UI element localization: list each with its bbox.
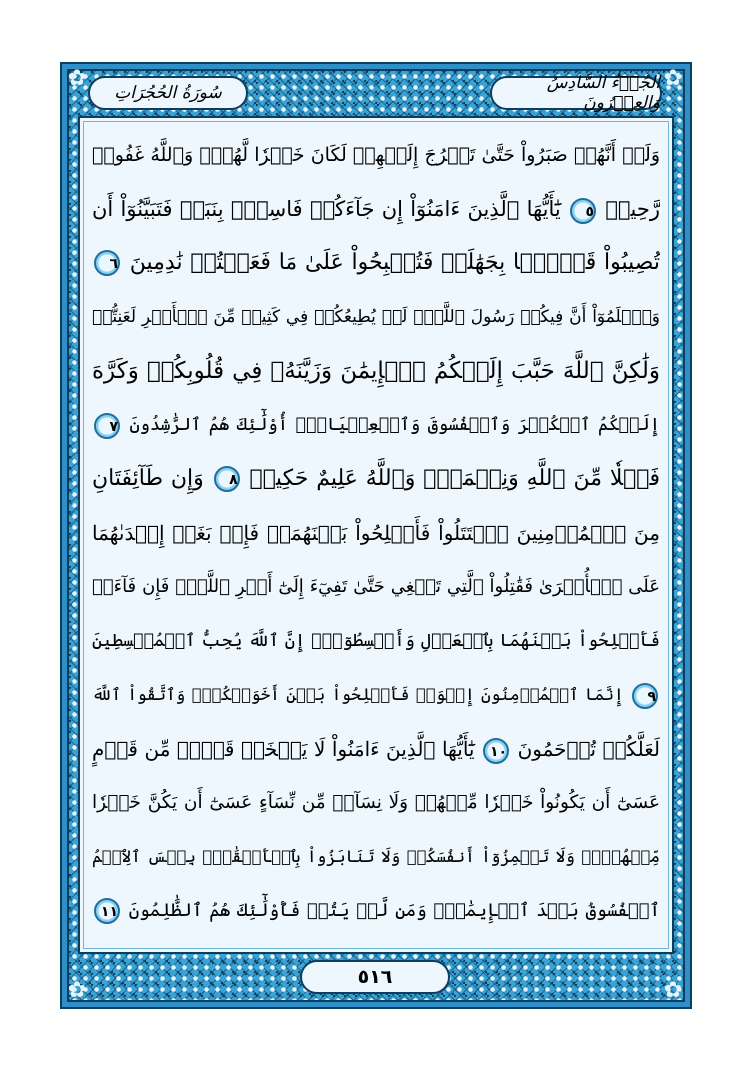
quran-text-body — [92, 128, 660, 938]
verse-text: وَلَٰكِنَّ ٱللَّهَ حَبَّبَ إِلَيۡكُمُ ٱلۡإِيمَٰنَ وَزَيَّنَهُۥ فِي قُلُوبِكُمۡ وَكَرَّهَ — [92, 358, 660, 384]
verse-text: وَإِن طَآئِفَتَانِ — [92, 466, 204, 491]
verse-line — [92, 776, 660, 830]
ayah-number-marker: ٥ — [570, 198, 596, 224]
verse-text: وَلَوۡ أَنَّهُمۡ صَبَرُواْ حَتَّىٰ تَخۡرُجَ إِلَيۡهِمۡ لَكَانَ خَيۡرٗا لَّهُمۡۚ وَٱللَّهُ غَفُورٞ — [92, 144, 660, 166]
ayah-number-marker: ١١ — [94, 898, 120, 924]
verse-text: لَعَلَّكُمۡ تُرۡحَمُونَ — [517, 737, 660, 761]
verse-text: تُصِيبُواْ قَوۡمَۢا بِجَهَٰلَةٖ فَتُصۡبِحُواْ عَلَىٰ مَا فَعَلۡتُمۡ نَٰدِمِينَ — [129, 250, 660, 275]
verse-line — [92, 614, 660, 668]
corner-ornament-icon: ✿ — [67, 66, 87, 91]
verse-line — [92, 452, 660, 506]
ayah-number-marker: ٩ — [632, 683, 658, 709]
verse-line — [92, 236, 660, 290]
verse-text: فَأَصۡلِحُواْ بَيۡنَهُمَا بِٱلۡعَدۡلِ وَأَقۡسِطُوٓاْۖ إِنَّ ٱللَّهَ يُحِبُّ ٱلۡمُقۡسِطِينَ — [92, 631, 660, 651]
verse-text: يَٰٓأَيُّهَا ٱلَّذِينَ ءَامَنُواْ لَا يَسۡخَرۡ قَوۡمٞ مِّن قَوۡمٍ — [92, 737, 475, 761]
surah-name: سُورَةُ الحُجُرَاتِ — [114, 83, 222, 103]
juz-name: الجُزۡءُ السَّادِسُ وَالعِشۡرُونَ — [546, 73, 660, 113]
verse-text: مِّنۡهُنَّۖ وَلَا تَلۡمِزُوٓاْ أَنفُسَكُمۡ وَلَا تَنَابَزُواْ بِٱلۡأَلۡقَٰبِۖ بِئۡسَ ٱلِٱسۡمُ — [92, 847, 660, 866]
verse-text: مِنَ ٱلۡمُؤۡمِنِينَ ٱقۡتَتَلُواْ فَأَصۡلِحُواْ بَيۡنَهُمَاۖ فَإِنۢ بَغَتۡ إِحۡدَىٰهُمَا — [92, 521, 660, 545]
verse-text: إِلَيۡكُمُ ٱلۡكُفۡرَ وَٱلۡفُسُوقَ وَٱلۡعِصۡيَانَۚ أُوْلَٰٓئِكَ هُمُ ٱلرَّٰشِدُونَ — [129, 415, 660, 435]
verse-line — [92, 128, 660, 182]
corner-ornament-icon: ✿ — [67, 978, 87, 1003]
verse-line — [92, 722, 660, 776]
verse-text: فَضۡلٗا مِّنَ ٱللَّهِ وَنِعۡمَةٗۚ وَٱللَّهُ عَلِيمٌ حَكِيمٞ — [249, 466, 660, 491]
verse-line — [92, 668, 660, 722]
verse-line — [92, 290, 660, 344]
verse-text: ٱلۡفُسُوقُ بَعۡدَ ٱلۡإِيمَٰنِۚ وَمَن لَّمۡ يَتُبۡ فَأُوْلَٰٓئِكَ هُمُ ٱلظَّٰلِمُونَ — [128, 900, 660, 921]
surah-name-header — [88, 76, 248, 110]
corner-ornament-icon: ✿ — [663, 66, 683, 91]
page-number: ٥١٦ — [357, 966, 393, 988]
verse-text: عَسَىٰٓ أَن يَكُونُواْ خَيۡرٗا مِّنۡهُمۡ وَلَا نِسَآءٞ مِّن نِّسَآءٍ عَسَىٰٓ أَن يَكُنَّ خَيۡرٗا — [92, 792, 660, 813]
ayah-number-marker: ٨ — [214, 466, 240, 492]
ayah-number-marker: ١٠ — [483, 738, 509, 764]
verse-text: إِنَّمَا ٱلۡمُؤۡمِنُونَ إِخۡوَةٞ فَأَصۡلِحُواْ بَيۡنَ أَخَوَيۡكُمۡۚ وَٱتَّقُواْ ٱللَّهَ — [92, 685, 624, 704]
verse-line — [92, 506, 660, 560]
verse-text: يَٰٓأَيُّهَا ٱلَّذِينَ ءَامَنُوٓاْ إِن جَآءَكُمۡ فَاسِقُۢ بِنَبَإٖ فَتَبَيَّنُوٓاْ أَن — [92, 197, 561, 221]
verse-text: رَّحِيمٞ — [605, 197, 660, 221]
corner-ornament-icon: ✿ — [663, 978, 683, 1003]
ayah-number-marker: ٧ — [94, 413, 120, 439]
verse-line — [92, 344, 660, 398]
verse-line — [92, 560, 660, 614]
verse-line — [92, 830, 660, 884]
verse-line — [92, 182, 660, 236]
verse-text: عَلَى ٱلۡأُخۡرَىٰ فَقَٰتِلُواْ ٱلَّتِي تَبۡغِي حَتَّىٰ تَفِيٓءَ إِلَىٰٓ أَمۡرِ ٱللَّهِۚ فَإِن فَآءَتۡ — [92, 576, 660, 597]
verse-text: وَٱعۡلَمُوٓاْ أَنَّ فِيكُمۡ رَسُولَ ٱللَّهِۚ لَوۡ يُطِيعُكُمۡ فِي كَثِيرٖ مِّنَ ٱلۡأَمۡرِ لَعَنِتُّمۡ — [92, 307, 660, 327]
juz-name-header — [490, 73, 662, 113]
verse-line — [92, 398, 660, 452]
verse-line — [92, 884, 660, 938]
ayah-number-marker: ٦ — [94, 250, 120, 276]
page-number-badge — [300, 960, 450, 994]
